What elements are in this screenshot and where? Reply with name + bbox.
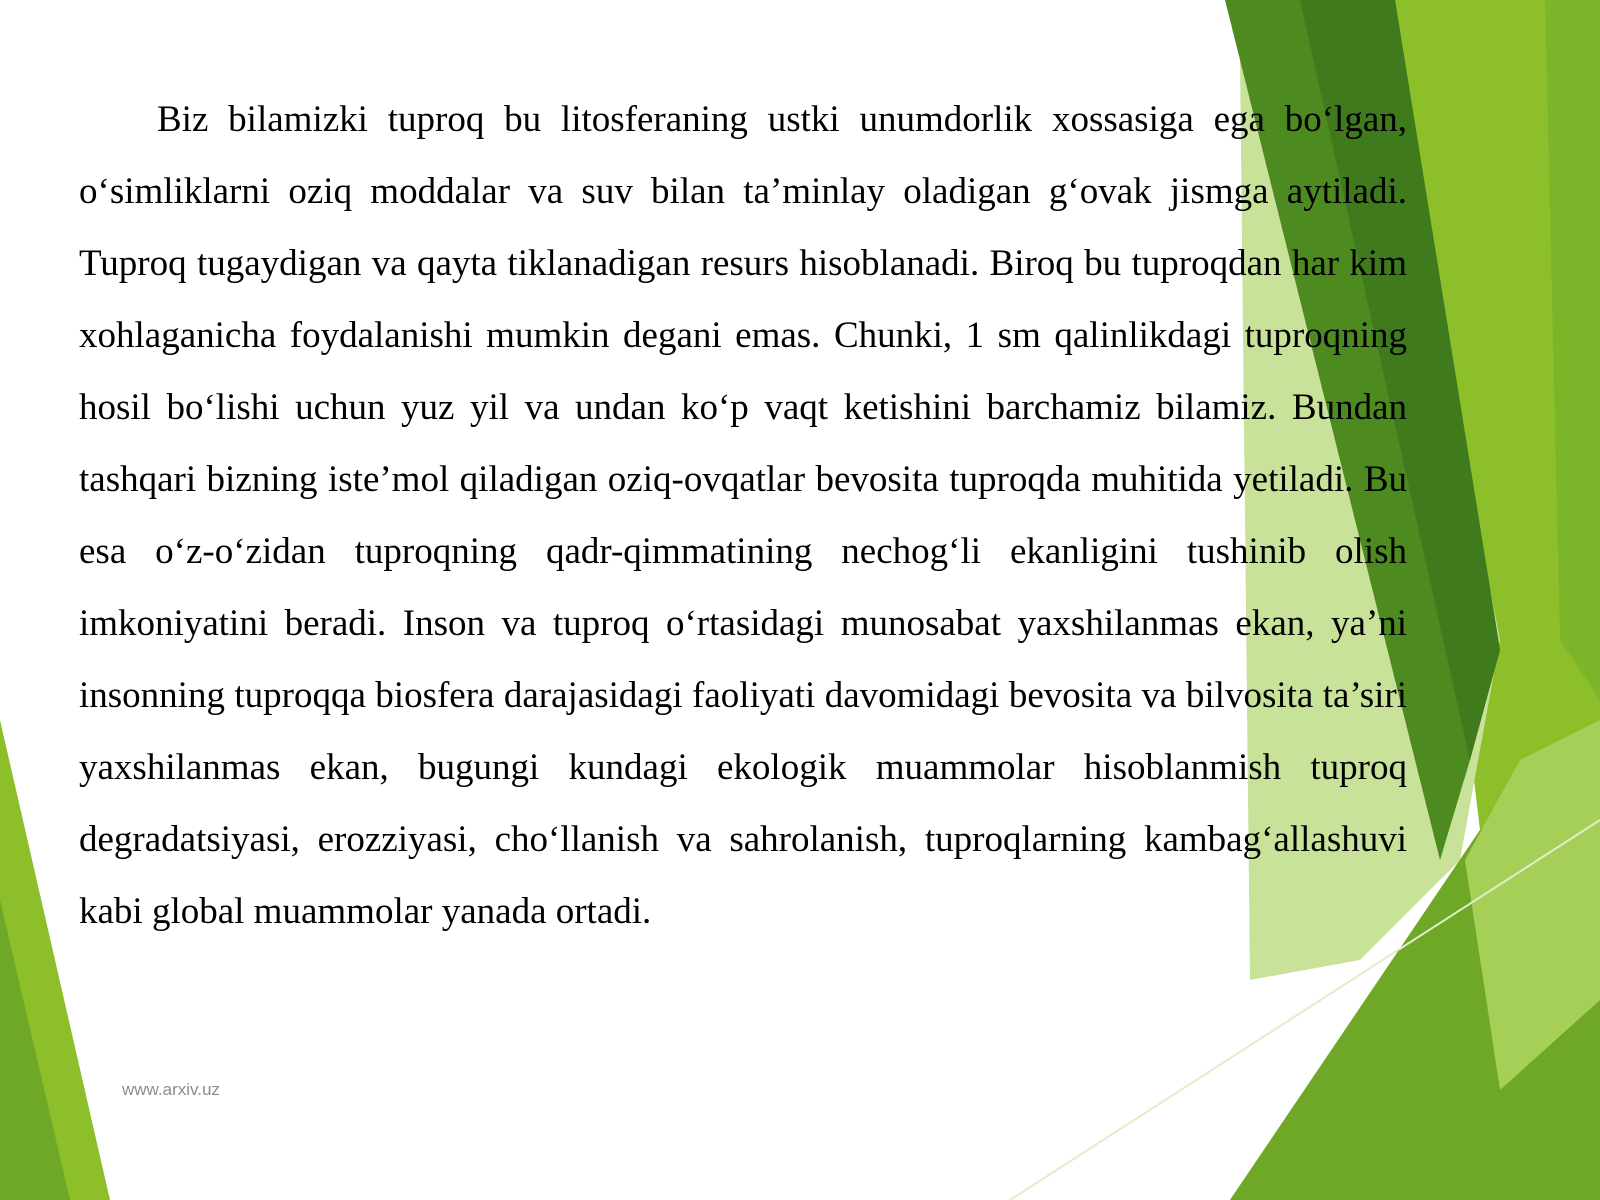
body-paragraph: Biz bilamizki tuproq bu litosferaning ustki unumdorlik xossasiga ega bo‘lgan, o‘simliklarni oziq moddalar va suv bilan ta’minlay oladigan g‘ovak jismga aytiladi. Tuproq tugaydigan va qayta tiklanadigan resurs hisoblanadi. Biroq bu tuproqdan har kim xohlaganicha foydalanishi mumkin degani emas. Chunki, 1 sm qalinlikdagi tuproqning hosil bo‘lishi uchun yuz yil va undan ko‘p vaqt ketishini barchamiz bilamiz. Bundan tashqari bizning iste’mol qiladigan oziq-ovqatlar bevosita tuproqda muhitida yetiladi. Bu esa o‘z-o‘zidan tuproqning qadr-qimmatining nechog‘li ekanligini tushinib olish imkoniyatini beradi. Inson va tuproq o‘rtasidagi munosabat yaxshilanmas ekan, ya’ni insonning tuproqqa biosfera darajasidagi faoliyati davomidagi bevosita va bilvosita ta’siri yaxshilanmas ekan, bugungi kundagi ekologik muammolar hisoblanmish tuproq degradatsiyasi, erozziyasi, cho‘llanish va sahrolanish, tuproqlarning kambag‘allashuvi kabi global muammolar yanada ortadi.: [79, 99, 1407, 932]
footer-url[interactable]: www.arxiv.uz: [122, 1080, 220, 1099]
